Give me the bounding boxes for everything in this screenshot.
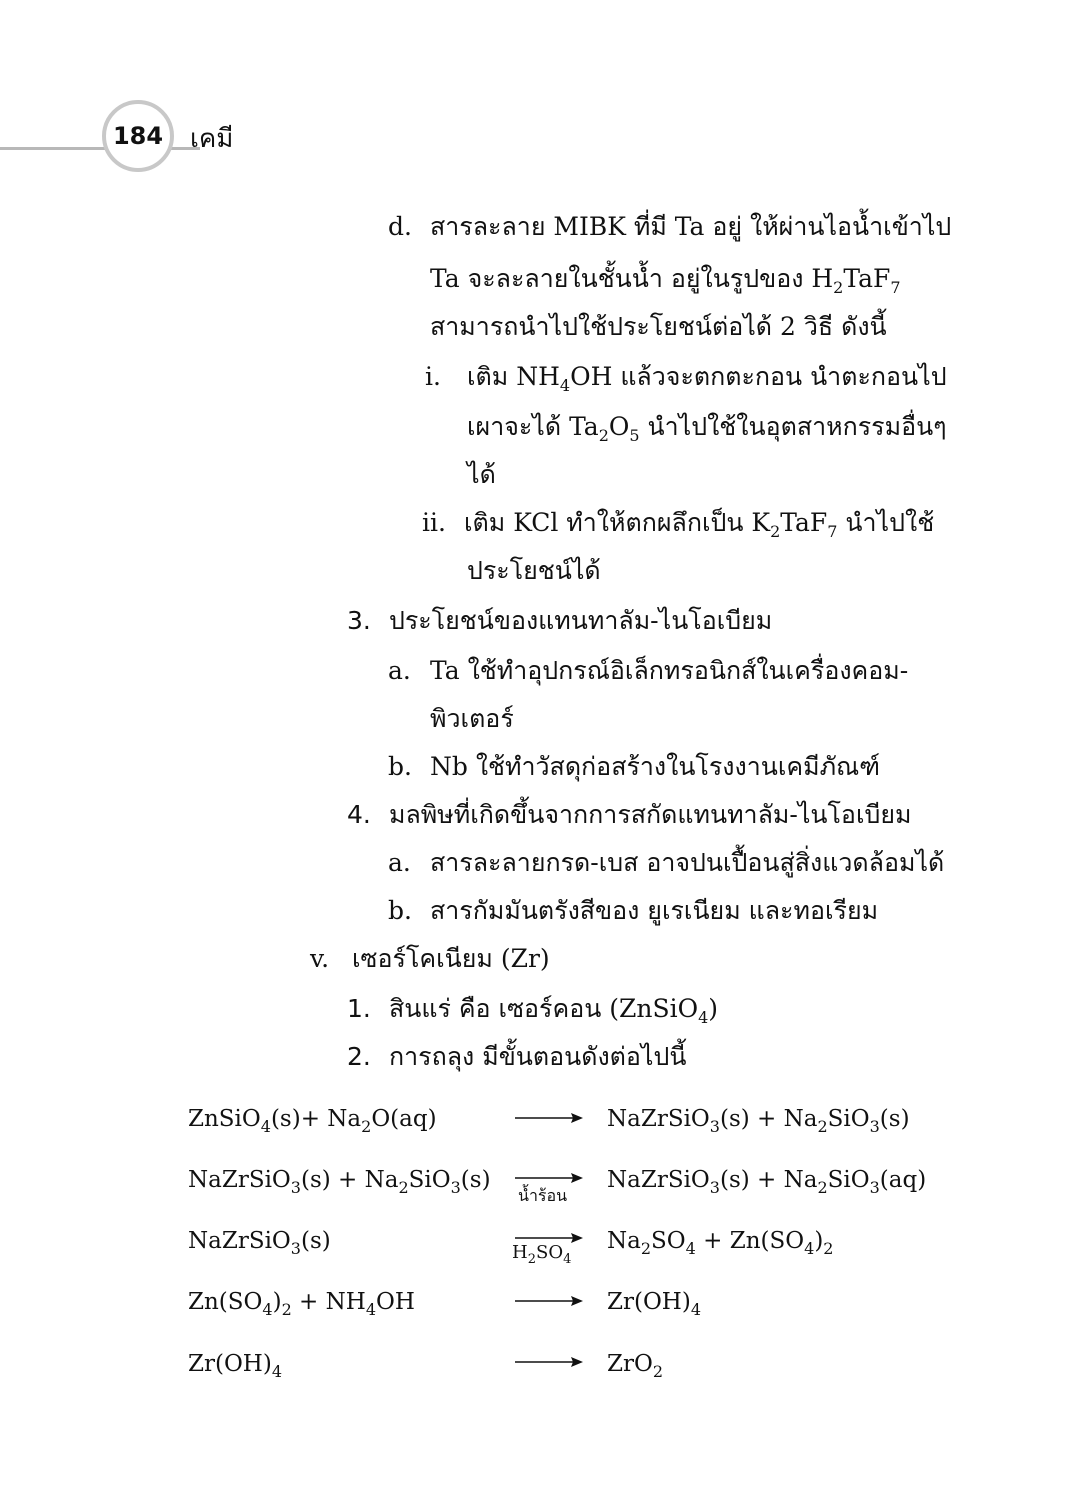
equation-4-products: $Zr(OH)_4$ [607,1289,702,1319]
item-4: 4. มลพิษที่เกิดขึ้นจากการสกัดแทนทาลัม-ไนโอเบียม [347,798,912,832]
item-i-line-3: ได้ [467,460,496,489]
list-marker: b. [388,752,412,781]
item-3b: b. Nb ใช้ทำวัสดุก่อสร้างในโรงงานเคมีภัณฑ์ [388,750,880,784]
equation-2-reactants: NaZrSiO$_3$(s) + $Na_2SiO_3(s)$ [188,1167,491,1197]
list-marker: i. [425,362,441,391]
item-i-line-1: i. เติม $NH_4OH$ แล้วจะตกตะกอน นำตะกอนไป [425,362,947,395]
item-i-line-2: เผาจะได้ $Ta_2O_5$ นำไปใช้ในอุตสาหกรรมอื่นๆ [467,412,947,445]
reaction-arrow-icon [515,1172,583,1184]
equation-4-reactants: $Zn(SO_4)_2 + NH_4OH$ [188,1289,415,1319]
equation-2-products: NaZrSiO$_3$(s) + $Na_2SiO_3(aq)$ [607,1167,927,1197]
page-number-badge [102,100,174,172]
list-marker: 2. [347,1042,371,1071]
list-marker: 1. [347,994,371,1023]
reaction-arrow-icon [515,1356,583,1368]
item-z1: 1. สินแร่ คือ เซอร์คอน (ZnSiO$_4$) [347,994,719,1027]
item-d-line-2: Ta จะละลายในชั้นน้ำ อยู่ในรูปของ $H_2TaF_7$ [430,264,901,297]
item-ii-line-1: ii. เติม KCl ทำให้ตกผลึกเป็น $K_2TaF_7$ นำไปใช้ [422,508,935,541]
item-3: 3. ประโยชน์ของแทนทาลัม-ไนโอเบียม [347,604,772,638]
list-marker: ii. [422,508,446,537]
list-marker: v. [310,944,330,973]
equation-3-reactants: NaZrSiO$_3$(s) [188,1228,331,1258]
section-title: เคมี [190,124,234,154]
item-ii-line-2: ประโยชน์ได้ [467,556,601,585]
equation-5-products: ZrO$_2$ [607,1351,664,1381]
condition-hot-water: น้ำร้อน [518,1186,568,1205]
item-3a-line-1: a. Ta ใช้ทำอุปกรณ์อิเล็กทรอนิกส์ในเครื่องคอม- [388,654,908,688]
equation-1-products: NaZrSiO$_3$(s) + $Na_2SiO_3(s)$ [607,1106,910,1136]
equation-1-reactants: ZnSiO$_4$(s)+ $Na_2O(aq)$ [188,1106,437,1136]
reaction-arrow-icon [515,1295,583,1307]
list-marker: a. [388,656,411,685]
item-4b: b. สารกัมมันตรังสีของ ยูเรเนียม และทอเรียม [388,894,878,928]
equation-3-products: $Na_2SO_4 + Zn(SO_4)_2$ [607,1228,834,1258]
equation-5-reactants: $Zr(OH)_4$ [188,1351,283,1381]
item-d-line-1: d. สารละลาย MIBK ที่มี Ta อยู่ ให้ผ่านไอน้ำเข้าไป [388,210,951,244]
item-z2: 2. การถลุง มีขั้นตอนดังต่อไปนี้ [347,1040,686,1074]
list-marker: 4. [347,800,371,829]
item-3a-line-2: พิวเตอร์ [430,704,514,733]
reaction-arrow-icon [515,1112,583,1124]
list-marker: a. [388,848,411,877]
item-v: v. เซอร์โคเนียม (Zr) [310,942,550,976]
item-d-line-3: สามารถนำไปใช้ประโยชน์ต่อได้ 2 วิธี ดังนี้ [430,312,887,341]
item-4a: a. สารละลายกรด-เบส อาจปนเปื้อนสู่สิ่งแวดล้อมได้ [388,846,944,880]
list-marker: b. [388,896,412,925]
page-number: 184 [112,122,164,150]
condition-sulfuric-acid: $H_2SO_4$ [512,1242,572,1267]
list-marker: 3. [347,606,371,635]
list-marker: d. [388,212,412,241]
